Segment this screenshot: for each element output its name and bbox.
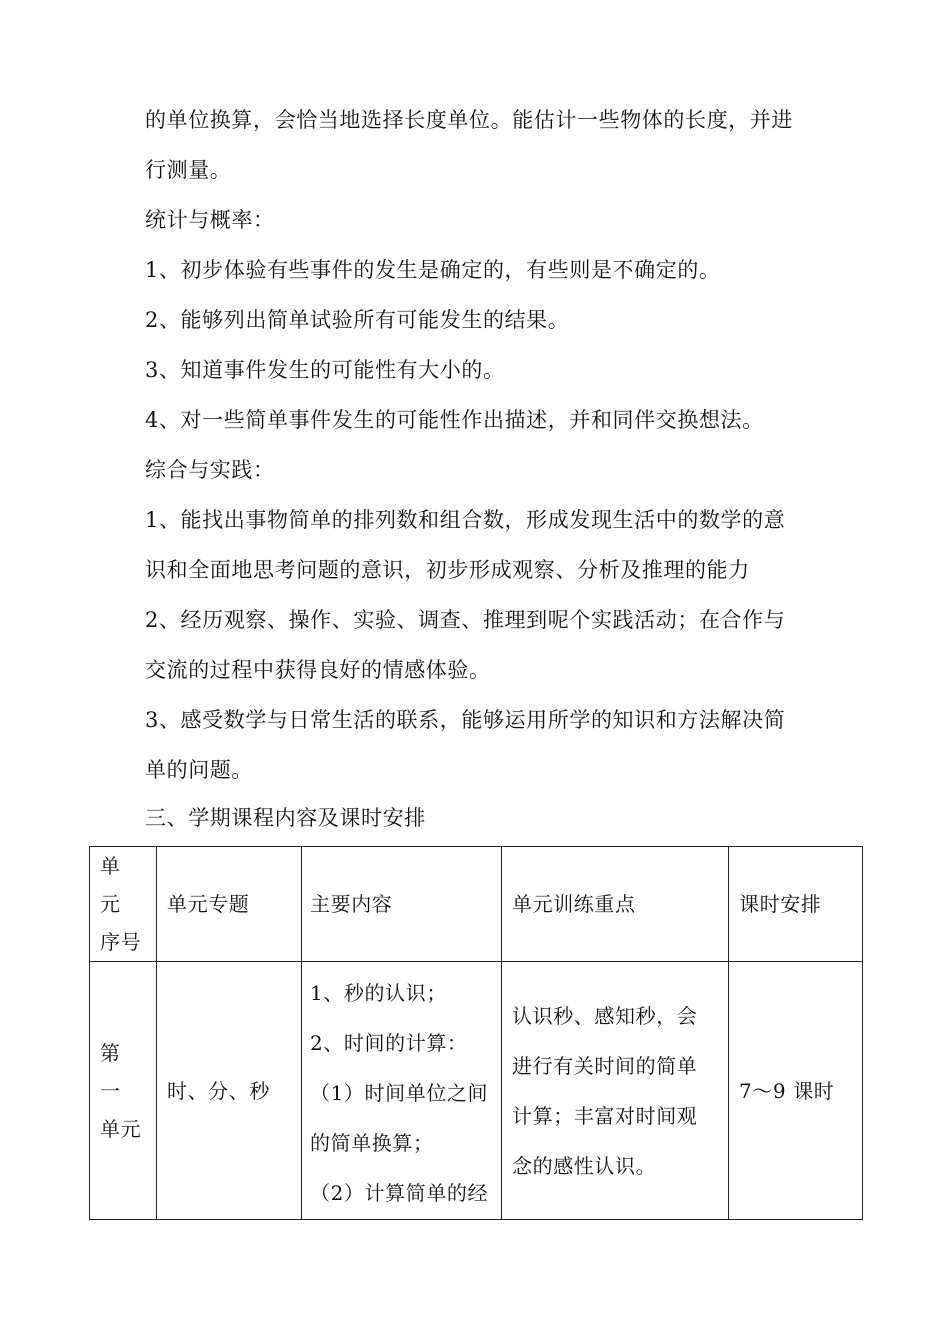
cell-focus bbox=[502, 962, 729, 1220]
text-line: 4、对一些简单事件发生的可能性作出描述，并和同伴交换想法。 bbox=[145, 408, 764, 432]
content-line: 2、时间的计算： bbox=[310, 1031, 468, 1055]
header-hours: 课时安排 bbox=[729, 847, 863, 962]
text-line: 2、经历观察、操作、实验、调查、推理到呢个实践活动；在合作与 bbox=[145, 608, 786, 632]
cell-unit-no-line1: 第一 bbox=[100, 1040, 132, 1103]
text-line: 2、能够列出简单试验所有可能发生的结果。 bbox=[145, 308, 570, 332]
focus-line: 认识秒、感知秒，会 bbox=[512, 1003, 698, 1028]
header-unit-no-line1: 单元 bbox=[100, 854, 132, 916]
cell-unit-no bbox=[90, 962, 157, 1220]
focus-line: 进行有关时间的简单 bbox=[512, 1053, 698, 1078]
text-line: 1、初步体验有些事件的发生是确定的，有些则是不确定的。 bbox=[145, 258, 721, 282]
header-unit-no bbox=[90, 847, 157, 962]
text-line: 单的问题。 bbox=[145, 758, 253, 782]
text-line: 行测量。 bbox=[145, 158, 232, 182]
content-line: （2）计算简单的经 bbox=[310, 1181, 489, 1205]
text-line: 3、感受数学与日常生活的联系，能够运用所学的知识和方法解决简 bbox=[145, 708, 786, 732]
text-line: 交流的过程中获得良好的情感体验。 bbox=[145, 658, 491, 682]
text-line: 识和全面地思考问题的意识，初步形成观察、分析及推理的能力 bbox=[145, 558, 750, 582]
header-topic: 单元专题 bbox=[157, 847, 302, 962]
focus-line: 计算；丰富对时间观 bbox=[512, 1103, 698, 1128]
focus-line: 念的感性认识。 bbox=[512, 1153, 657, 1178]
cell-content bbox=[302, 962, 502, 1220]
header-unit-no-line2: 序号 bbox=[100, 930, 142, 954]
text-line: 3、知道事件发生的可能性有大小的。 bbox=[145, 358, 505, 382]
header-content: 主要内容 bbox=[302, 847, 502, 962]
table-header-row bbox=[90, 847, 863, 962]
section-heading-statistics: 统计与概率： bbox=[145, 208, 275, 232]
section-heading-schedule: 三、学期课程内容及课时安排 bbox=[145, 806, 426, 830]
text-line: 的单位换算，会恰当地选择长度单位。能估计一些物体的长度，并进 bbox=[145, 108, 793, 132]
cell-unit-no-line2: 单元 bbox=[100, 1116, 142, 1141]
text-line: 1、能找出事物简单的排列数和组合数，形成发现生活中的数学的意 bbox=[145, 508, 786, 532]
table-row bbox=[90, 962, 863, 1220]
cell-topic: 时、分、秒 bbox=[157, 962, 302, 1220]
content-line: 的简单换算； bbox=[310, 1131, 434, 1155]
content-line: 1、秒的认识； bbox=[310, 981, 447, 1005]
section-heading-practice: 综合与实践： bbox=[145, 458, 275, 482]
course-schedule-table bbox=[89, 846, 863, 1220]
cell-hours: 7～9 课时 bbox=[729, 962, 863, 1220]
header-focus: 单元训练重点 bbox=[502, 847, 729, 962]
content-line: （1）时间单位之间 bbox=[310, 1081, 489, 1105]
